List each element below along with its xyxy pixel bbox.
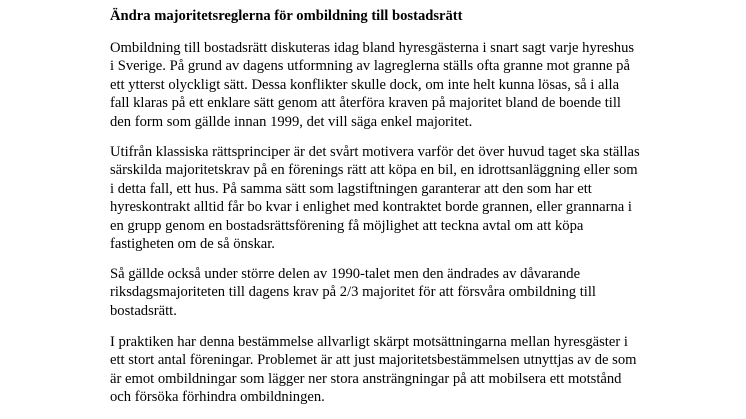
paragraph-line: Ombildning till bostadsrätt diskuteras idag bland hyresgästerna i snart sagt varje hyreshus [110,40,635,56]
paragraph-line: särskilda majoritetskrav på en förenings rätt att köpa en bil, en idrottsanläggning eller som [110,162,638,179]
paragraph-line: ett ytterst olyckligt sätt. Dessa konflikter skulle dock, om inte helt kunna lösas, så i alla [110,76,620,93]
paragraph-4 [110,333,650,407]
paragraph-line: i detta fall, ett hus. På samma sätt som lagstiftningen garanterar att den som har ett [110,180,592,197]
paragraph-line: bostadsrätt. [110,302,177,319]
paragraph-3 [110,265,650,320]
paragraph-line: hyreskontrakt alltid får bo kvar i enlighet med kontraktet borde grannen, eller grannarna i [110,199,632,216]
paragraph-2 [110,143,650,253]
paragraph-1 [110,39,650,131]
paragraph-line: är emot ombildningar som lägger ner stora ansträngningar på att mobilsera ett motstånd [110,370,622,387]
paragraph-line: Så gällde också under större delen av 1990-talet men den ändrades av dåvarande [110,266,581,282]
paragraph-line: Utifrån klassiska rättsprinciper är det svårt motivera varför det över huvud taget ska ställas [110,144,640,160]
paragraph-line: i Sverige. På grund av dagens utformning av lagreglerna ställs ofta granne mot granne på [110,58,630,75]
paragraph-line: den form som gällde innan 1999, det vill säga enkel majoritet. [110,113,473,130]
paragraph-line: fastigheten om de så önskar. [110,236,275,253]
paragraph-line: en grupp genom en bostadsrättsförening få möjlighet att teckna avtal om att köpa [110,217,584,234]
paragraph-line: fall klaras på ett enklare sätt genom att återföra kraven på majoritet bland de boende till [110,95,621,112]
paragraph-line: och försöka förhindra ombildningen. [110,389,325,406]
document-title: Ändra majoritetsreglerna för ombildning till bostadsrätt [110,8,463,24]
paragraph-line: riksdagsmajoriteten till dagens krav på 2/3 majoritet för att försvåra ombildning till [110,284,596,301]
paragraph-line: ett stort antal föreningar. Problemet är att just majoritetsbestämmelsen utnyttjas av de som [110,352,637,369]
paragraph-line: I praktiken har denna bestämmelse allvarligt skärpt motsättningarna mellan hyresgäster i [110,334,628,350]
